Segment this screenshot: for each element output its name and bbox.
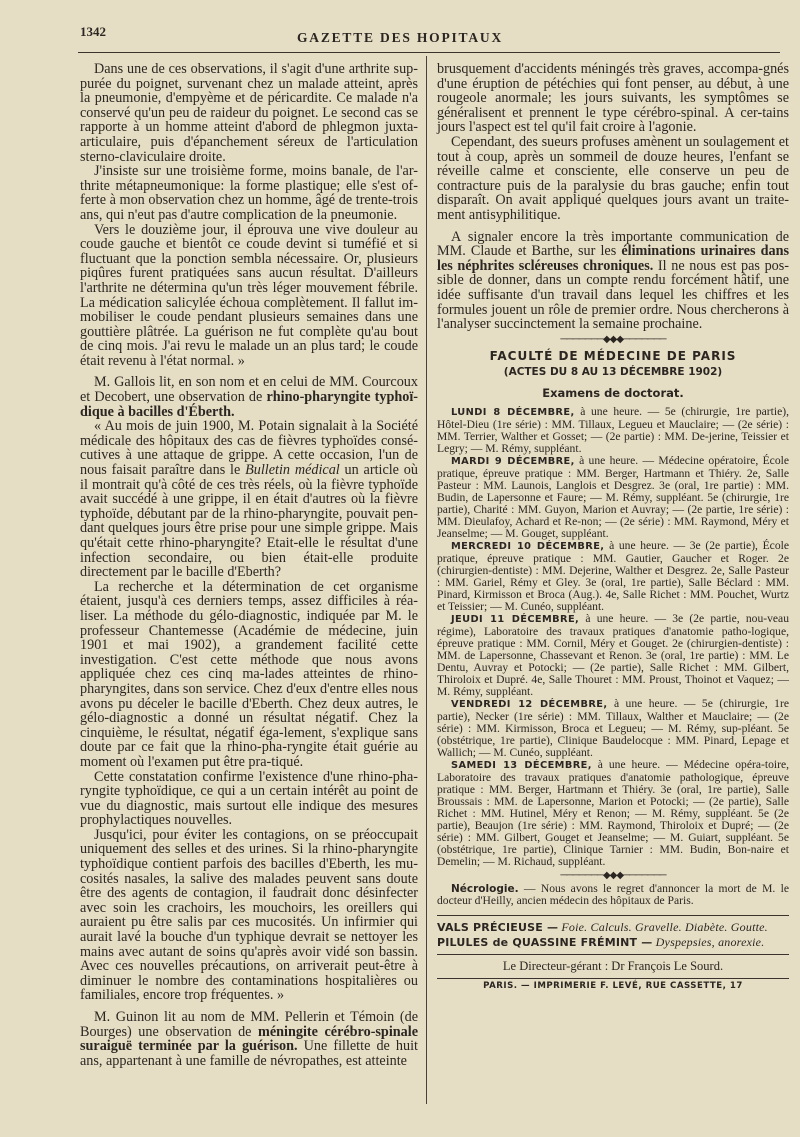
column-divider <box>426 56 427 1104</box>
exam-entry <box>437 698 789 759</box>
italic-run: Bulletin médical <box>245 462 340 479</box>
text-run: M. Guinon lit au nom de MM. Pellerin et Témoin (de Bourges) une observation de <box>80 1009 418 1040</box>
exam-text: à une heure. — 3e (2e partie, nou-veau régime), Laboratoire des travaux pratiques d'anatomie patho-logique, épreuve pratique : MM. Cornil, Méry et Gouget. 2e (chirurgien-dentiste) : MM. de Lapersonne, Chassevant et Renon. 3e (oral, 1re partie) : MM. Le Dentu, Auvray et Potocki; — (2e partie), Salle Richet : MM. Gilbert, Thiroloix et Dupré. 4e, Salle Thouret : MM. Proust, Thoinot et Vaquez; — M. Rémy, suppléant. <box>437 611 789 698</box>
paragraph <box>80 419 418 580</box>
exam-entry <box>437 613 789 698</box>
paragraph: Vers le douzième jour, il éprouva une vive douleur au coude gauche et bientôt ce coude devint si tuméfié et si fluctuant que la ponction sembla nécessaire. Or, plusieurs piqûres furent pratiquées sans aucun résultat. D'ailleurs l'arthrite ne détermina qu'un très léger mouvement fébrile. La médication salicylée échoua complètement. Il fallut im-mobiliser le coude pendant plusieurs semaines dans une gouttière plâtrée. La guérison ne fut complète qu'au bout de cinq mois. J'ai revu le malade un an plus tard; le coude était revenu à l'état normal. » <box>80 221 418 369</box>
paragraph <box>80 375 418 419</box>
text-run: A signaler encore la très importante communication de MM. Claude et Barthe, sur les <box>437 228 789 260</box>
ad-title: PILULES de QUASSINE FRÉMINT — <box>437 935 653 949</box>
paragraph: brusquement d'accidents méningés très graves, accompa-gnés d'une éruption de pétéchies qui font penser, au début, à une rougeole anormale; les jours suivants, les symptômes se généralisent et prennent le type cérébro-spinal. A cer-tains jours l'aspect est tel qu'il fait croire à l'agonie. <box>437 61 789 136</box>
director-signature: Le Directeur-gérant : Dr François Le Sourd. <box>502 958 724 973</box>
faculty-subheading: (ACTES DU 8 AU 13 DÉCEMBRE 1902) <box>503 365 723 378</box>
exam-heading: Examens de doctorat. <box>542 385 684 400</box>
advertisement-vals <box>437 920 789 935</box>
exam-text: à une heure. — 3e (2e partie), École pratique, épreuve pratique : MM. Gautier, Gaucher et Roger. 2e (chirurgien-dentiste) : MM. Dejerine, Walther et Desgrez. 2e, Salle Pasteur : MM. Gariel, Rémy et Gley. 3e (oral, 1re partie), Salle Béclard : MM. Pinard, Kirmisson et Broca (Aug.). 4e, Salle Richet : MM. Pouchet, Wurtz et Teissier; — M. Cunéo, suppléant. <box>437 538 789 613</box>
text-run: « Au mois de juin 1900, M. Potain signalait à la Société médicale des hôpitaux des cas de fièvres typhoïdes consé-cutives à une attaque de grippe. A cette occasion, l'un de nous faisait paraître dans le <box>80 418 418 479</box>
exam-date: VENDREDI 12 DÉCEMBRE, <box>451 698 608 710</box>
obituary-text: — Nous avons le regret d'annoncer la mort de M. le docteur d'Heilly, ancien médecin des hôpitaux de Paris. <box>437 881 789 907</box>
bold-run: méningite cérébro-spinale suraiguë terminée par la guérison. <box>80 1023 418 1055</box>
ad-tagline: Foie. Calculs. Gravelle. Diabète. Goutte. <box>558 919 768 934</box>
paragraph: Cette constatation confirme l'existence d'une rhino-pha-ryngite typhoïdique, ce qui a un certain intérêt au point de vue du diagnostic, mais surtout elle indique des mesures prophylactiques nouvelles. <box>80 768 418 829</box>
paragraph <box>80 1010 418 1068</box>
paragraph: Dans une de ces observations, il s'agit d'une arthrite sup-purée du poignet, survenant chez un malade atteint, après la pneumonie, d'empyème et de péricardite. Ce malade n'a conservé qu'un peu de raideur du poignet. Le second cas se rapporte à un homme atteint d'abord de phlegmon juxta-articulaire, puis d'épanchement séreux de l'articulation sterno-claviculaire droite. <box>80 61 418 165</box>
exam-text: à une heure. — 5e (chirurgie, 1re partie), Hôtel-Dieu (1re série) : MM. Tillaux, Legueu et Mauclaire; — (2e série) : MM. Terrier, Walther et Gosset; — (2e partie) : MM. De-jerine, Teissier et Legry; — M. Rémy, suppléant. <box>437 404 789 455</box>
ad-title: VALS PRÉCIEUSE — <box>437 920 559 934</box>
rule <box>437 978 789 979</box>
paragraph <box>437 230 789 332</box>
paragraph: Jusqu'ici, pour éviter les contagions, on se préoccupait uniquement des selles et des urines. Si la rhino-pharyngite typhoïdique contient parfois des bacilles d'Eberth, les mu-cosités nasales, la salive des malades peuvent sans doute être des agents de contagion, il faudrait donc désinfecter avec soin les crachoirs, les mouchoirs, les oreillers qui auraient pu être salis par ces mucosités. Un infirmier qui aurait lavé la bouche d'un typhique devrait se nettoyer les mains avec autant de soins qu'après avoir vidé son bassin. Avec ces nouvelles précautions, on arriverait peut-être à diminuer le nombre des contaminations hospitalières ou familiales, encore trop fréquentes. » <box>80 826 418 1004</box>
exam-date: MERCREDI 10 DÉCEMBRE, <box>451 540 605 552</box>
page-number: 1342 <box>80 24 106 39</box>
paragraph: Cependant, des sueurs profuses amènent un soulagement et tout à coup, après un sommeil de douze heures, l'enfant se réveille calme et consciente, elle conserve un peu de contracture puis de la paralysie du bras gauche; enfin tout disparaît. On avait appliqué quelques jours avant un traite-ment antisyphilitique. <box>437 133 789 223</box>
advertisement-pilules <box>437 935 789 950</box>
exam-entry <box>437 455 789 540</box>
faculty-heading: FACULTÉ DE MÉDECINE DE PARIS <box>489 348 737 363</box>
journal-title: GAZETTE DES HOPITAUX <box>296 30 504 45</box>
text-run: Il ne nous est pas pos-sible de donner, dans un compte rendu forcément hâtif, une idée suffisante d'un travail dans lequel les chiffres et les formules jouent un rôle de premier ordre. Nous chercherons à l'analyser succinctement la semaine prochaine. <box>437 257 790 333</box>
obituary-label: Nécrologie. <box>451 882 519 895</box>
exam-entry <box>437 759 789 868</box>
exam-date: LUNDI 8 DÉCEMBRE, <box>451 406 575 418</box>
bold-run: éliminations urinaires dans les néphrites scléreuses chroniques. <box>437 243 789 274</box>
exam-text: à une heure. — Médecine opéra-toire, Laboratoire des travaux pratiques d'anatomie pathologique, épreuve pratique : MM. Berger, Hartmann et Thiéry. 3e (oral, 1re partie), Salle Broussais : MM. de Lapersonne, Marion et Potocki; — (2e partie), Salle Richet : MM. Hutinel, Méry et Renon; — M. Rémy, suppléant. 5e (2e partie), Beaujon (1re série) : MM. Raymond, Thiroloix et Dupré; — (2e série) : MM. Gilbert, Gouget et Jeanselme; — M. Guiart, suppléant. 5e (obstétrique, 1re partie), Clinique Tarnier : MM. Budin, Bon-naire et Demelin; — M. Richaud, suppléant. <box>437 757 789 868</box>
exam-entry <box>437 406 789 455</box>
exam-text: à une heure. — Médecine opératoire, École pratique, épreuve pratique : MM. Berger, Hartmann et Thiéry. 2e, Salle Pasteur : MM. Launois, Langlois et Desgrez. 3e (oral, 1re partie) : MM. Budin, de Lapersonne et Faure; — M. Rémy, suppléant. 5e (chirurgie, 1re partie), Charité : MM. Guyon, Marion et Auvray; — (2e partie, 1re série) : MM. Dieulafoy, Achard et Re-non; — (2e série) : MM. Raymond, Méry et Jeanselme; — M. Gouget, suppléant. <box>437 453 789 540</box>
bold-run: rhino-pharyngite typhoï-dique à bacilles d'Éberth. <box>80 389 418 420</box>
text-run: Une fillette de huit ans, appartenant à une famille de névropathes, est atteinte <box>80 1038 418 1069</box>
obituary <box>437 883 789 907</box>
exam-list <box>437 406 789 868</box>
text-run: un article où il montrait qu'à côté de ces très réels, où la fièvre typhoïde avait succédé à une grippe, il en était d'autres où la fièvre typhoïde, débutant par de la rhino-pharyngite, pouvait pen-dant quelques jours être prise pour une simple grippe. Mais qu'était cette rhino-pharyngite? Etait-elle le résultat d'une infection secondaire, ou bien était-elle produite directement par le bacille d'Eberth? <box>80 462 418 581</box>
exam-entry <box>437 540 789 613</box>
rule <box>437 915 789 916</box>
exam-date: JEUDI 11 DÉCEMBRE, <box>451 613 580 625</box>
text-run: M. Gallois lit, en son nom et en celui de MM. Courcoux et Decobert, une observation de <box>80 374 418 406</box>
header-rule <box>78 52 780 53</box>
printer-imprint: PARIS. — IMPRIMERIE F. LEVÉ, RUE CASSETTE, 17 <box>483 980 743 991</box>
paragraph: J'insiste sur une troisième forme, moins banale, de l'ar-thrite métapneumonique: la forme plastique; elle s'est of-ferte à mon observation chez un homme, âgé de trente-trois ans, qui n'eut pas d'autre complication de la pneumonie. <box>80 163 418 223</box>
ad-tagline: Dyspepsies, anorexie. <box>652 934 765 949</box>
right-column <box>437 62 789 991</box>
ornament-divider: ───────◆◆◆─────── <box>560 333 666 345</box>
exam-date: SAMEDI 13 DÉCEMBRE, <box>451 759 592 771</box>
rule <box>437 954 789 955</box>
exam-text: à une heure. — 5e (chirurgie, 1re partie), Necker (1re série) : MM. Tillaux, Walther et Mauclaire; — (2e série) : MM. Kirmisson, Broca et Legueu; — M. Rémy, sup-pléant. 5e (obstétrique, 1re partie), Clinique Baudelocque : MM. Pinard, Lepage et Wallich; — M. Cunéo, suppléant. <box>437 696 789 759</box>
left-column <box>80 62 418 1068</box>
exam-date: MARDI 9 DÉCEMBRE, <box>451 455 575 467</box>
paragraph: La recherche et la détermination de cet organisme étaient, jusqu'à ces derniers temps, assez difficiles à réa-liser. La méthode du gélo-diagnostic, indiquée par M. le professeur Chantemesse (Académie de médecine, juin 1901 et mai 1902), a grandement facilité cette investigation. C'est cette méthode que nous avons appliquée chez ces cinq ma-lades atteintes de rhino-pharyngites, dans son service. Chez d'eux d'entre elles nous avons pu déceler le bacille d'Eberth. Chez deux autres, le gélo-diagnostic a donné un résultat négatif. Chez la cinquième, le résultat, négatif éga-lement, s'explique sans doute par ce fait que la rhino-pha-ryngite était guérie au moment où l'examen put être pra-tiqué. <box>80 578 418 770</box>
ornament-divider: ───────◆◆◆─────── <box>560 869 666 881</box>
